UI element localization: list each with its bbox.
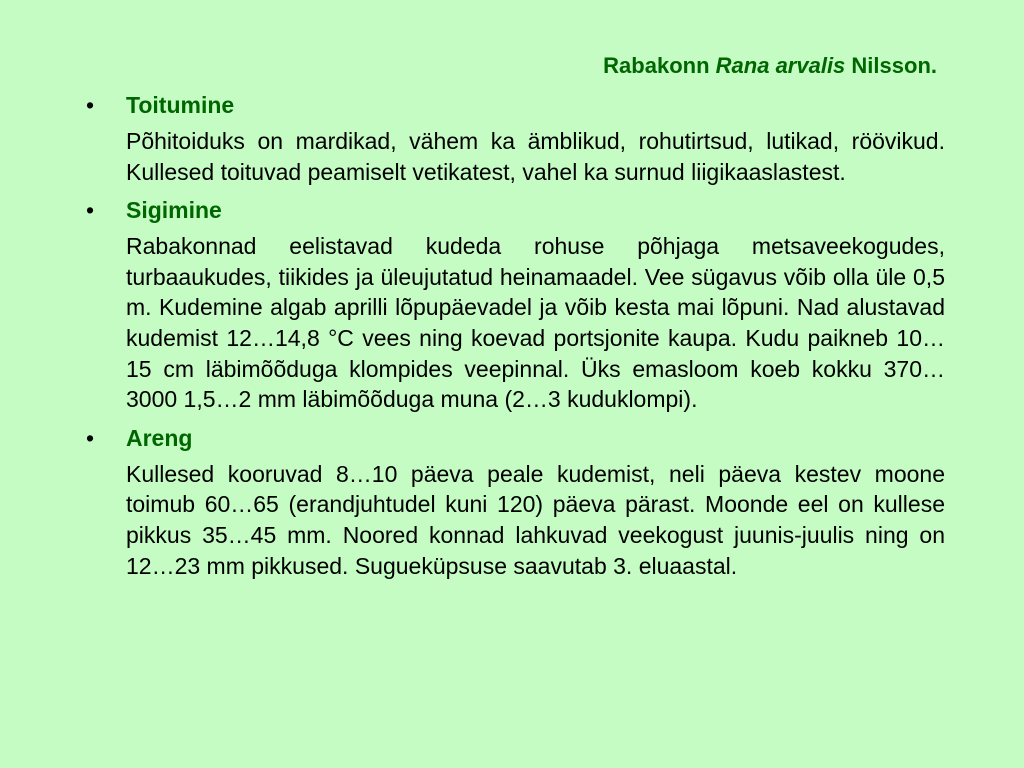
section-heading-label: Areng: [126, 424, 193, 451]
section-text-toitumine: Põhitoiduks on mardikad, vähem ka ämblikud, rohutirtsud, lutikad, röövikud. Kullesed toituvad peamiselt vetikatest, vahel ka surnud liigikaaslastest.: [126, 128, 945, 185]
bullet-marker: •: [86, 424, 95, 451]
section-heading-label: Toitumine: [126, 92, 235, 118]
title-suffix: Nilsson.: [851, 53, 937, 78]
title-prefix: Rabakonn: [603, 53, 710, 78]
bullet-marker: •: [86, 92, 95, 118]
section-text-sigimine: Rabakonnad eelistavad kudeda rohuse põhjaga metsaveekogudes, turbaaukudes, tiikides ja üleujutatud heinamaadel. Vee sügavus võib olla üle 0,5 m. Kudemine algab aprilli lõpupäevadel ja võib kesta mai lõpuni. Nad alustavad kudemist 12…14,8 °C vees ning koevad portsjonite kaupa. Kudu paikneb 10…15 cm läbimõõduga klompides veepinnal. Üks emasloom koeb kokku 370…3000 1,5…2 mm läbimõõduga muna (2…3 kuduklompi).: [126, 233, 945, 413]
bullet-marker: •: [86, 197, 95, 224]
slide-title: [0, 52, 937, 80]
slide-content: [86, 90, 945, 581]
section-text-areng: Kullesed kooruvad 8…10 päeva peale kudemist, neli päeva kestev moone toimub 60…65 (erandjuhtudel kuni 120) päeva pärast. Moonde eel on kullese pikkus 35…45 mm. Noored konnad lahkuvad veekogust juunis-juulis ning on 12…23 mm pikkused. Sugueküpsuse saavutab 3. eluaastal.: [126, 460, 945, 579]
title-species: Rana arvalis: [715, 53, 846, 78]
section-heading-sigimine: [86, 195, 945, 225]
section-heading-areng: [86, 423, 945, 453]
section-heading-toitumine: [86, 90, 945, 120]
section-heading-label: Sigimine: [126, 197, 222, 224]
